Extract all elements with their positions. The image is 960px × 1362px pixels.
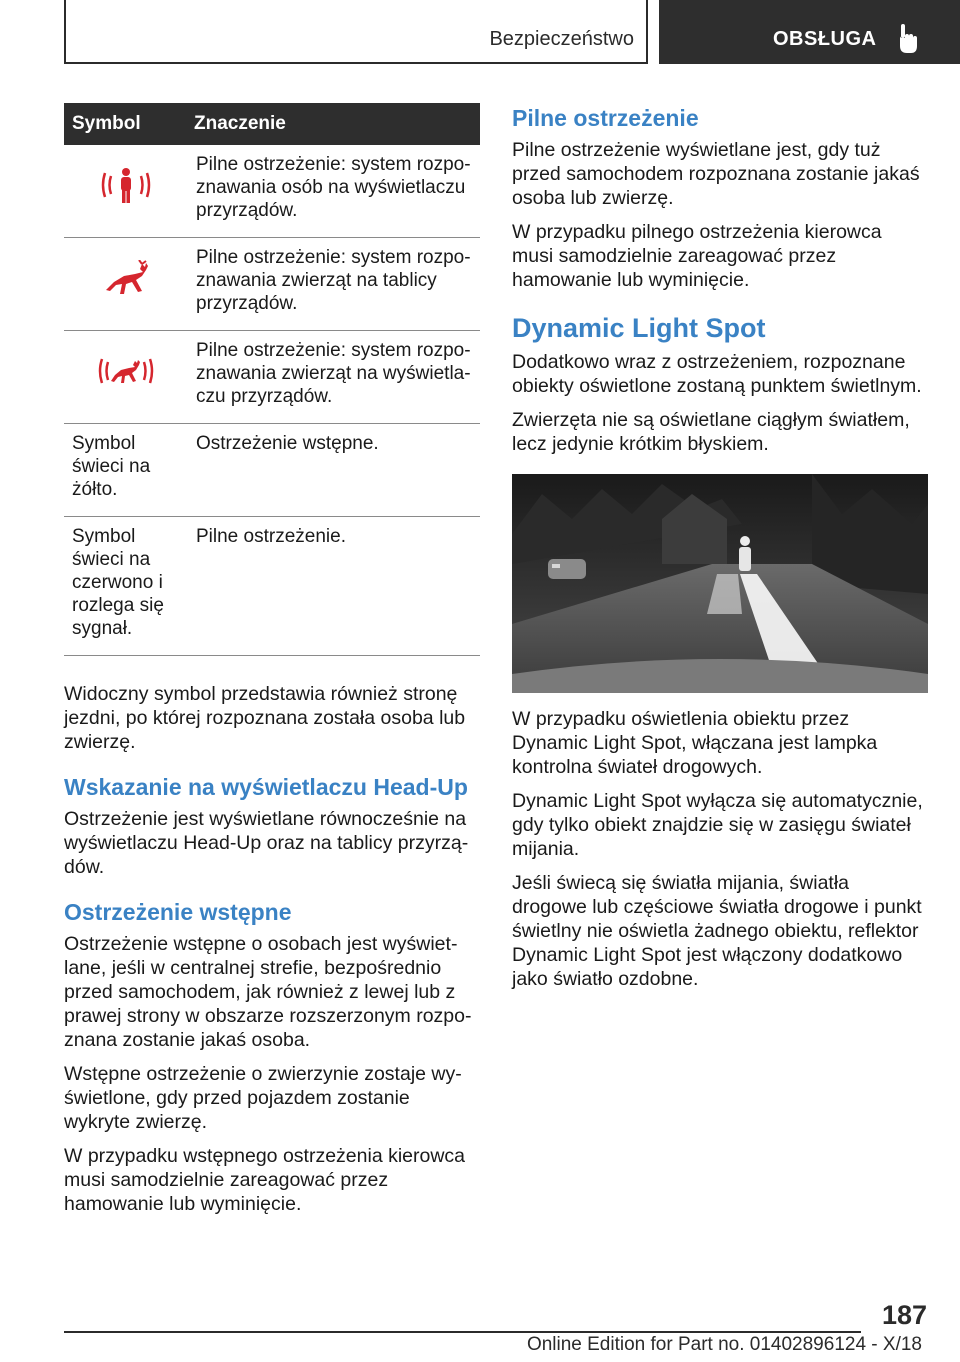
chapter-tab-label: OBSŁUGA: [773, 28, 877, 50]
meaning-cell: Pilne ostrzeżenie: system rozpoznawania zwierząt na wyświetlaczu przyrządów.: [188, 331, 480, 424]
hand-pointer-icon: [897, 24, 919, 59]
left-column: [64, 103, 480, 1216]
symbol-cell: [64, 331, 188, 424]
meaning-cell: Ostrzeżenie wstępne.: [188, 424, 480, 517]
paragraph: W przypadku oświetlenia obiektu przez Dynamic Light Spot, włączana jest lampka kontrolna świateł drogowych.: [512, 708, 878, 778]
meaning-cell: Pilne ostrzeżenie.: [188, 517, 480, 656]
chapter-tab[interactable]: [659, 0, 960, 64]
symbol-cell: Symbol świeci na czerwono i rozlega się sygnał.: [64, 517, 188, 656]
paragraph: Zwierzęta nie są oświetlane ciągłym światłem, lecz jedynie krótkim błyskiem.: [512, 409, 910, 455]
table-header-row: [64, 103, 480, 145]
section-heading-pre-warning: Ostrzeżenie wstępne: [64, 899, 292, 925]
section-title: Bezpieczeństwo: [489, 28, 634, 50]
symbol-cell: Symbol świeci na żółto.: [64, 424, 188, 517]
section-heading-dynamic-light-spot: Dynamic Light Spot: [512, 313, 766, 343]
section-heading-hud: Wskazanie na wyświetlaczu Head-Up: [64, 774, 468, 800]
meaning-cell: Pilne ostrzeżenie: system rozpoznawania osób na wyświetlaczu przyrządów.: [188, 145, 480, 238]
deer-warning-icon: [97, 373, 155, 394]
paragraph: Ostrzeżenie jest wyświetlane równocześnie na wyświetlaczu Head-Up oraz na tablicy przyrządów.: [64, 808, 469, 878]
column-header-symbol: Symbol: [64, 103, 188, 145]
symbol-cell: [64, 145, 188, 238]
paragraph: Jeśli świecą się światła mijania, światła drogowe lub częściowe światła drogowe i punkt świetlny nie oświetla żadnego obiektu, reflektor Dynamic Light Spot jest włączony dodatkowo jako światło ozdobne.: [512, 872, 922, 990]
paragraph: Wstępne ostrzeżenie o zwierzynie zostaje wyświetlone, gdy przed pojazdem zostanie wykryte zwierzę.: [64, 1063, 462, 1133]
column-header-meaning: Znaczenie: [188, 103, 480, 145]
pedestrian-warning-icon: [98, 189, 154, 210]
deer-icon: [102, 280, 150, 301]
symbol-cell: [64, 238, 188, 331]
table-row: [64, 145, 480, 238]
paragraph: W przypadku wstępnego ostrzeżenia kierowca musi samodzielnie zareagować przez hamowanie lub wyminięcie.: [64, 1145, 466, 1215]
paragraph: Pilne ostrzeżenie wyświetlane jest, gdy tuż przed samochodem rozpoznana zostanie jakaś osoba lub zwierzę.: [512, 139, 920, 209]
footer-divider: [64, 1331, 861, 1333]
page-number: 187: [881, 1300, 927, 1330]
paragraph: Widoczny symbol przedstawia również stronę jezdni, po której rozpoznana została osoba lub zwierzę.: [64, 683, 466, 753]
section-heading-urgent: Pilne ostrzeżenie: [512, 105, 699, 131]
meaning-cell: Pilne ostrzeżenie: system rozpoznawania zwierząt na tablicy przyrządów.: [188, 238, 480, 331]
paragraph: Dynamic Light Spot wyłącza się automatycznie, gdy tylko obiekt znajdzie się w zasięgu świateł mijania.: [512, 790, 923, 860]
symbol-table: [64, 103, 480, 656]
table-row: [64, 517, 480, 656]
table-row: [64, 238, 480, 331]
night-road-photo: [512, 474, 928, 693]
edition-note: Online Edition for Part no. 01402896124 - X/18: [526, 1334, 922, 1355]
paragraph: Ostrzeżenie wstępne o osobach jest wyświetlane, jeśli w centralnej strefie, bezpośrednio przed samochodem, jak również z lewej lub z prawej strony w obszarze rozszerzonym rozpoznana zostanie jakaś osoba.: [64, 933, 472, 1051]
table-row: [64, 331, 480, 424]
paragraph: W przypadku pilnego ostrzeżenia kierowca musi samodzielnie zareagować przez hamowanie lub wyminięcie.: [512, 221, 882, 291]
table-row: [64, 424, 480, 517]
paragraph: Dodatkowo wraz z ostrzeżeniem, rozpoznane obiekty oświetlone zostaną punktem świetlnym.: [512, 351, 922, 397]
right-column: [512, 103, 928, 991]
